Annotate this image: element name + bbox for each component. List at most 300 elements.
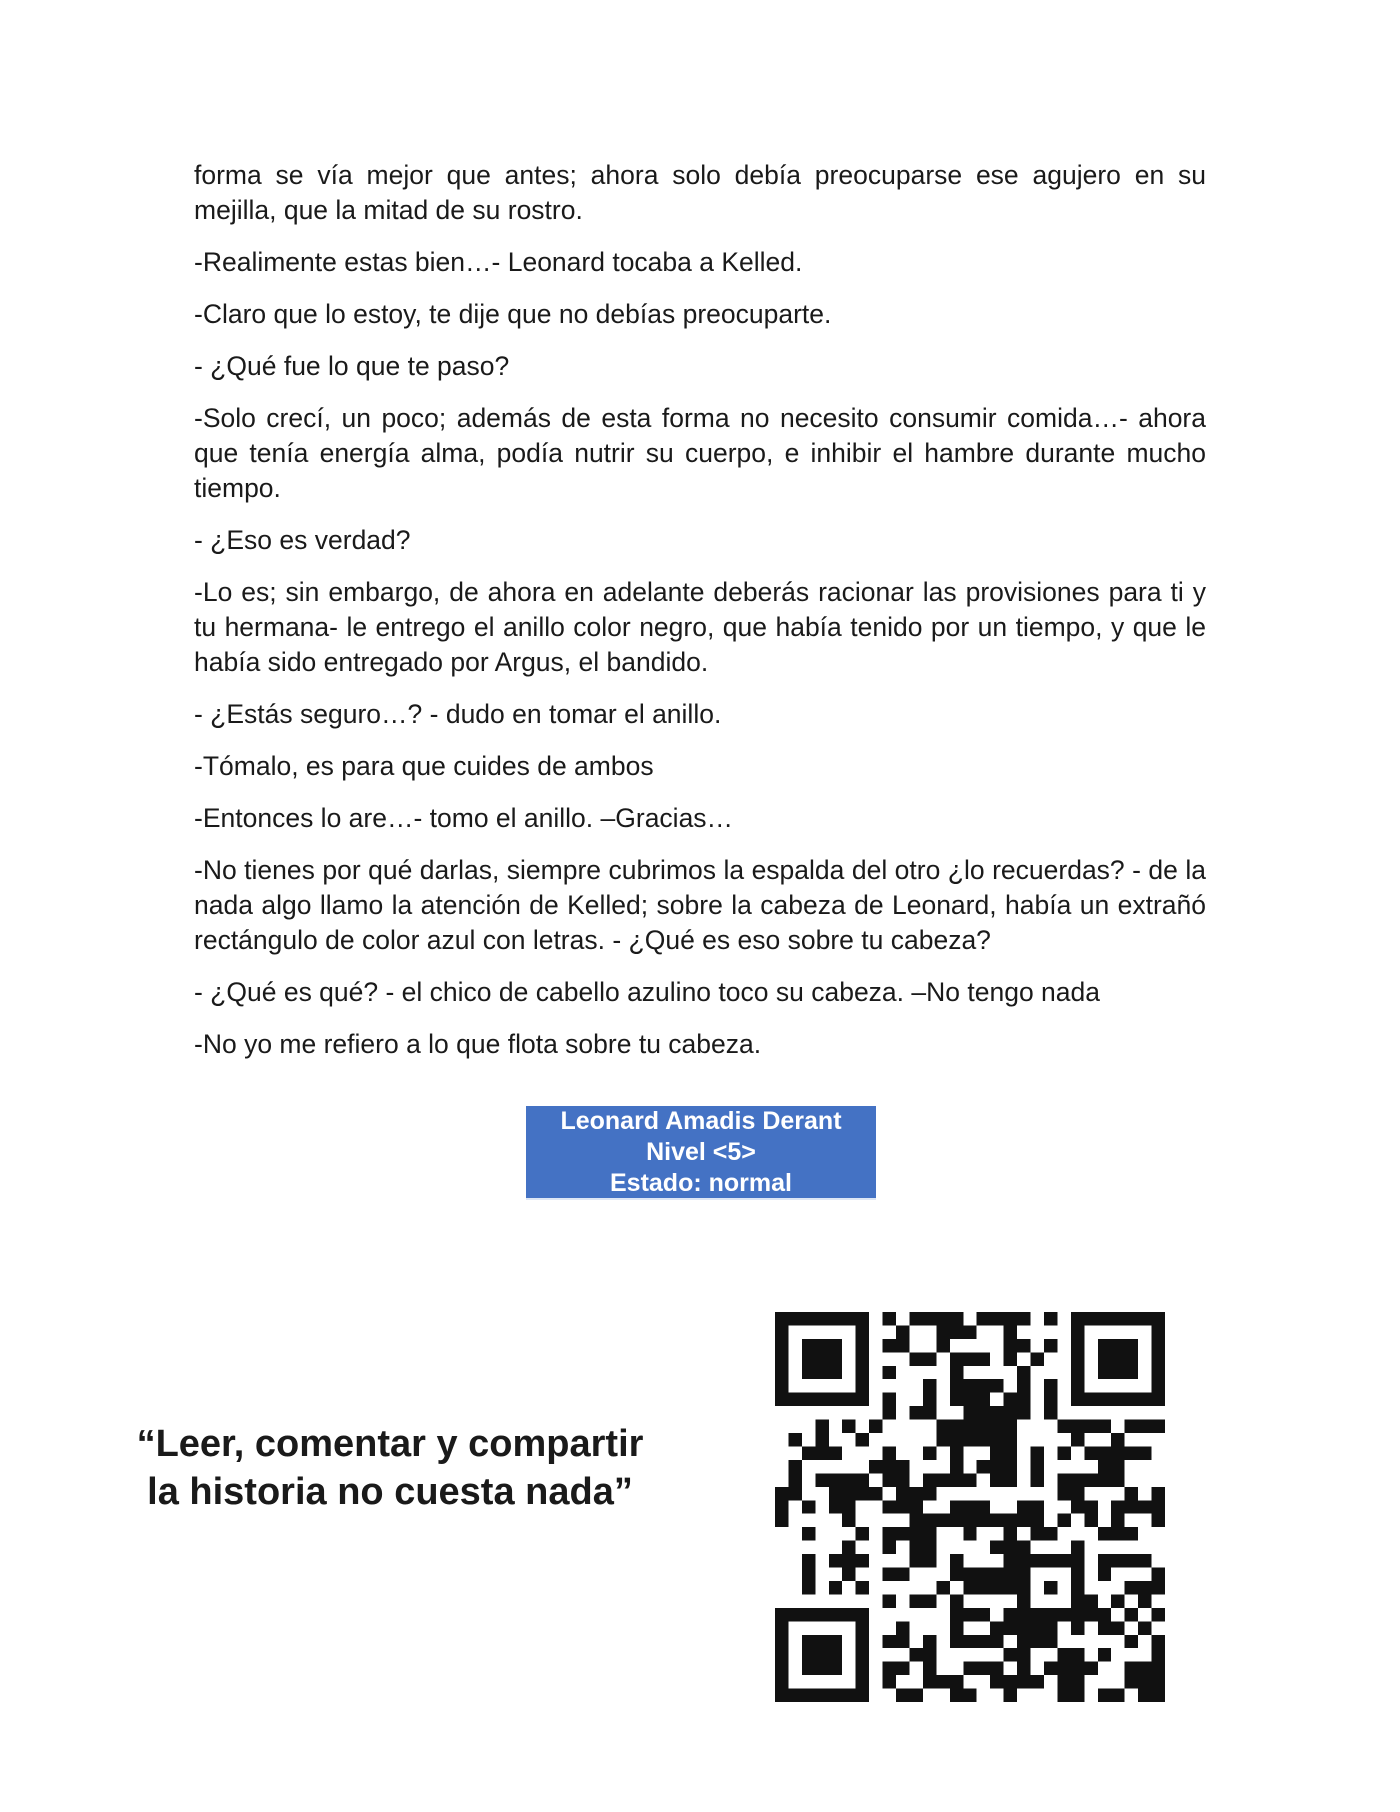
status-level: Nivel <5> xyxy=(646,1138,756,1166)
qr-module xyxy=(883,1675,896,1688)
qr-module xyxy=(1057,1514,1070,1527)
qr-module xyxy=(977,1379,990,1392)
qr-module xyxy=(950,1568,963,1581)
qr-module xyxy=(883,1500,896,1513)
qr-module xyxy=(1152,1366,1165,1379)
qr-module xyxy=(950,1514,963,1527)
paragraph: -Tómalo, es para que cuides de ambos xyxy=(194,751,654,781)
qr-module xyxy=(1152,1339,1165,1352)
qr-module xyxy=(1071,1500,1084,1513)
qr-module xyxy=(1098,1608,1111,1621)
qr-module xyxy=(856,1433,869,1446)
qr-module xyxy=(1004,1581,1017,1594)
qr-module xyxy=(950,1446,963,1459)
qr-module xyxy=(1138,1446,1151,1459)
qr-module xyxy=(1111,1527,1124,1540)
qr-module xyxy=(775,1648,788,1661)
story-text xyxy=(194,158,1206,1079)
qr-module xyxy=(1084,1500,1097,1513)
qr-module xyxy=(909,1541,922,1554)
qr-module xyxy=(990,1312,1003,1325)
qr-module xyxy=(977,1635,990,1648)
paragraph: -Solo crecí, un poco; además de esta forma no necesito consumir comida…- ahora que tenía energía alma, podía nutrir su cuerpo, e inhibir el hambre durante mucho tiempo. xyxy=(194,403,1206,503)
qr-module xyxy=(950,1420,963,1433)
qr-module xyxy=(1152,1648,1165,1661)
qr-module xyxy=(1111,1621,1124,1634)
qr-module xyxy=(963,1635,976,1648)
qr-module xyxy=(1017,1648,1030,1661)
qr-module xyxy=(923,1406,936,1419)
qr-module xyxy=(1071,1325,1084,1338)
qr-code-icon[interactable] xyxy=(775,1312,1165,1702)
qr-module xyxy=(1057,1473,1070,1486)
qr-module xyxy=(883,1541,896,1554)
qr-module xyxy=(883,1568,896,1581)
qr-module xyxy=(990,1473,1003,1486)
qr-module xyxy=(856,1635,869,1648)
qr-module xyxy=(842,1608,855,1621)
paragraph: -Claro que lo estoy, te dije que no debías preocuparte. xyxy=(194,299,832,329)
qr-module xyxy=(829,1648,842,1661)
qr-module xyxy=(883,1446,896,1459)
qr-module xyxy=(802,1312,815,1325)
qr-module xyxy=(775,1689,788,1702)
qr-module xyxy=(1004,1312,1017,1325)
qr-module xyxy=(775,1366,788,1379)
qr-module xyxy=(936,1339,949,1352)
qr-module xyxy=(909,1514,922,1527)
qr-module xyxy=(788,1487,801,1500)
paragraph: forma se vía mejor que antes; ahora solo debía preocuparse ese agujero en su mejilla, que la mitad de su rostro. xyxy=(194,160,1206,225)
qr-module xyxy=(1044,1339,1057,1352)
qr-module xyxy=(977,1393,990,1406)
qr-module xyxy=(1044,1608,1057,1621)
qr-module xyxy=(856,1527,869,1540)
qr-module xyxy=(829,1689,842,1702)
qr-module xyxy=(775,1379,788,1392)
qr-module xyxy=(990,1420,1003,1433)
qr-module xyxy=(1044,1312,1057,1325)
qr-module xyxy=(802,1352,815,1365)
qr-module xyxy=(963,1581,976,1594)
qr-module xyxy=(1017,1635,1030,1648)
qr-module xyxy=(1138,1689,1151,1702)
qr-module xyxy=(815,1648,828,1661)
qr-module xyxy=(1031,1635,1044,1648)
qr-module xyxy=(990,1446,1003,1459)
slogan-line-1: “Leer, comentar y compartir xyxy=(136,1423,644,1465)
qr-module xyxy=(936,1312,949,1325)
qr-module xyxy=(856,1473,869,1486)
qr-module xyxy=(896,1325,909,1338)
qr-module xyxy=(775,1675,788,1688)
qr-module xyxy=(815,1446,828,1459)
qr-module xyxy=(1031,1608,1044,1621)
qr-module xyxy=(936,1433,949,1446)
qr-module xyxy=(1152,1514,1165,1527)
qr-module xyxy=(1017,1581,1030,1594)
qr-module xyxy=(775,1325,788,1338)
qr-module xyxy=(1152,1500,1165,1513)
qr-module xyxy=(1031,1621,1044,1634)
qr-module xyxy=(1004,1527,1017,1540)
qr-module xyxy=(1004,1568,1017,1581)
qr-module xyxy=(1057,1662,1070,1675)
qr-module xyxy=(1098,1621,1111,1634)
qr-module xyxy=(869,1460,882,1473)
qr-module xyxy=(950,1473,963,1486)
qr-module xyxy=(923,1312,936,1325)
qr-module xyxy=(950,1594,963,1607)
qr-module xyxy=(923,1514,936,1527)
qr-module xyxy=(802,1393,815,1406)
qr-module xyxy=(1125,1581,1138,1594)
qr-module xyxy=(963,1473,976,1486)
qr-module xyxy=(1111,1473,1124,1486)
qr-module xyxy=(856,1487,869,1500)
qr-module xyxy=(1152,1689,1165,1702)
qr-module xyxy=(829,1339,842,1352)
qr-module xyxy=(1125,1352,1138,1365)
qr-module xyxy=(1057,1487,1070,1500)
qr-module xyxy=(815,1689,828,1702)
qr-module xyxy=(923,1541,936,1554)
qr-module xyxy=(775,1393,788,1406)
qr-module xyxy=(842,1393,855,1406)
qr-module xyxy=(1017,1608,1030,1621)
qr-module xyxy=(1044,1662,1057,1675)
qr-module xyxy=(815,1662,828,1675)
paragraph: -Realimente estas bien…- Leonard tocaba a Kelled. xyxy=(194,247,803,277)
qr-module xyxy=(909,1406,922,1419)
qr-module xyxy=(1084,1312,1097,1325)
qr-module xyxy=(1017,1675,1030,1688)
qr-module xyxy=(856,1648,869,1661)
qr-module xyxy=(829,1500,842,1513)
qr-module xyxy=(977,1420,990,1433)
qr-module xyxy=(1111,1554,1124,1567)
qr-module xyxy=(1098,1473,1111,1486)
qr-module xyxy=(936,1473,949,1486)
qr-module xyxy=(909,1689,922,1702)
qr-module xyxy=(990,1460,1003,1473)
qr-module xyxy=(1044,1527,1057,1540)
qr-module xyxy=(1125,1339,1138,1352)
qr-module xyxy=(1152,1312,1165,1325)
qr-module xyxy=(856,1581,869,1594)
qr-module xyxy=(963,1379,976,1392)
qr-module xyxy=(1125,1527,1138,1540)
qr-module xyxy=(1152,1581,1165,1594)
qr-module xyxy=(856,1675,869,1688)
qr-module xyxy=(775,1621,788,1634)
qr-module xyxy=(1057,1554,1070,1567)
qr-module xyxy=(1004,1541,1017,1554)
qr-module xyxy=(950,1460,963,1473)
qr-module xyxy=(1152,1352,1165,1365)
qr-module xyxy=(856,1662,869,1675)
qr-module xyxy=(815,1312,828,1325)
qr-module xyxy=(950,1393,963,1406)
qr-module xyxy=(1125,1366,1138,1379)
qr-module xyxy=(829,1446,842,1459)
qr-module xyxy=(1057,1689,1070,1702)
qr-module xyxy=(1111,1594,1124,1607)
qr-module xyxy=(1017,1621,1030,1634)
paragraph: -Lo es; sin embargo, de ahora en adelante deberás racionar las provisiones para ti y tu hermana- le entrego el anillo color negro, que había tenido por un tiempo, y que le había sido entregado por Argus, el bandido. xyxy=(194,577,1206,677)
qr-module xyxy=(1044,1379,1057,1392)
qr-module xyxy=(788,1460,801,1473)
qr-module xyxy=(815,1339,828,1352)
qr-module xyxy=(1004,1554,1017,1567)
qr-module xyxy=(1098,1554,1111,1567)
qr-module xyxy=(1098,1352,1111,1365)
qr-module xyxy=(842,1514,855,1527)
qr-module xyxy=(1071,1689,1084,1702)
qr-module xyxy=(1152,1420,1165,1433)
qr-module xyxy=(842,1500,855,1513)
qr-module xyxy=(1111,1339,1124,1352)
qr-module xyxy=(977,1500,990,1513)
qr-module xyxy=(775,1352,788,1365)
qr-module xyxy=(909,1312,922,1325)
qr-module xyxy=(963,1527,976,1540)
qr-module xyxy=(1071,1393,1084,1406)
qr-module xyxy=(977,1460,990,1473)
qr-module xyxy=(1138,1621,1151,1634)
qr-module xyxy=(950,1500,963,1513)
qr-module xyxy=(923,1473,936,1486)
qr-module xyxy=(802,1527,815,1540)
qr-module xyxy=(909,1554,922,1567)
slogan xyxy=(80,1420,700,1516)
qr-module xyxy=(802,1635,815,1648)
qr-module xyxy=(1138,1312,1151,1325)
qr-module xyxy=(856,1608,869,1621)
qr-module xyxy=(775,1608,788,1621)
qr-module xyxy=(883,1406,896,1419)
qr-module xyxy=(1017,1500,1030,1513)
qr-module xyxy=(963,1393,976,1406)
qr-module xyxy=(829,1635,842,1648)
qr-module xyxy=(1111,1433,1124,1446)
qr-module xyxy=(802,1648,815,1661)
qr-module xyxy=(1152,1393,1165,1406)
qr-module xyxy=(1152,1487,1165,1500)
qr-module xyxy=(788,1312,801,1325)
qr-module xyxy=(1004,1406,1017,1419)
qr-module xyxy=(923,1648,936,1661)
qr-module xyxy=(829,1312,842,1325)
qr-module xyxy=(788,1689,801,1702)
qr-module xyxy=(1111,1366,1124,1379)
qr-module xyxy=(1031,1675,1044,1688)
qr-module xyxy=(990,1581,1003,1594)
qr-module xyxy=(1125,1420,1138,1433)
qr-module xyxy=(1004,1339,1017,1352)
qr-module xyxy=(1017,1339,1030,1352)
qr-module xyxy=(1071,1420,1084,1433)
paragraph: - ¿Qué es qué? - el chico de cabello azulino toco su cabeza. –No tengo nada xyxy=(194,977,1100,1007)
paragraph: - ¿Qué fue lo que te paso? xyxy=(194,351,510,381)
qr-module xyxy=(896,1621,909,1634)
qr-module xyxy=(775,1339,788,1352)
qr-module xyxy=(1004,1648,1017,1661)
qr-module xyxy=(1071,1675,1084,1688)
qr-module xyxy=(1004,1689,1017,1702)
qr-module xyxy=(936,1581,949,1594)
qr-module xyxy=(1071,1339,1084,1352)
qr-module xyxy=(1098,1648,1111,1661)
qr-module xyxy=(896,1473,909,1486)
qr-module xyxy=(990,1568,1003,1581)
qr-module xyxy=(883,1473,896,1486)
qr-module xyxy=(883,1366,896,1379)
qr-module xyxy=(1004,1352,1017,1365)
qr-module xyxy=(829,1473,842,1486)
qr-module xyxy=(1152,1675,1165,1688)
qr-module xyxy=(1031,1460,1044,1473)
qr-module xyxy=(1017,1541,1030,1554)
qr-module xyxy=(802,1339,815,1352)
qr-module xyxy=(1071,1433,1084,1446)
qr-module xyxy=(802,1568,815,1581)
qr-module xyxy=(1004,1621,1017,1634)
qr-module xyxy=(1004,1420,1017,1433)
qr-module xyxy=(990,1621,1003,1634)
qr-module xyxy=(883,1594,896,1607)
qr-module xyxy=(1071,1581,1084,1594)
qr-module xyxy=(990,1675,1003,1688)
qr-module xyxy=(856,1339,869,1352)
qr-module xyxy=(842,1312,855,1325)
qr-module xyxy=(963,1500,976,1513)
qr-module xyxy=(923,1594,936,1607)
qr-module xyxy=(1111,1393,1124,1406)
qr-module xyxy=(990,1541,1003,1554)
qr-module xyxy=(1071,1568,1084,1581)
qr-module xyxy=(1044,1393,1057,1406)
qr-module xyxy=(977,1662,990,1675)
qr-module xyxy=(1017,1568,1030,1581)
qr-module xyxy=(1044,1581,1057,1594)
qr-module xyxy=(883,1662,896,1675)
qr-module xyxy=(883,1393,896,1406)
qr-module xyxy=(1004,1514,1017,1527)
qr-module xyxy=(923,1352,936,1365)
qr-module xyxy=(1098,1527,1111,1540)
qr-module xyxy=(1111,1500,1124,1513)
qr-module xyxy=(856,1621,869,1634)
qr-module xyxy=(1071,1366,1084,1379)
paragraph: -Entonces lo are…- tomo el anillo. –Gracias… xyxy=(194,803,734,833)
qr-module xyxy=(990,1433,1003,1446)
qr-module xyxy=(1017,1393,1030,1406)
qr-module xyxy=(909,1648,922,1661)
qr-module xyxy=(842,1554,855,1567)
qr-module xyxy=(1057,1420,1070,1433)
qr-module xyxy=(1111,1689,1124,1702)
qr-module xyxy=(1004,1608,1017,1621)
qr-module xyxy=(775,1662,788,1675)
qr-module xyxy=(923,1662,936,1675)
qr-module xyxy=(842,1420,855,1433)
qr-module xyxy=(1098,1339,1111,1352)
qr-module xyxy=(802,1689,815,1702)
qr-module xyxy=(775,1500,788,1513)
qr-module xyxy=(775,1312,788,1325)
qr-module xyxy=(1004,1446,1017,1459)
qr-module xyxy=(1098,1420,1111,1433)
paragraph: - ¿Eso es verdad? xyxy=(194,525,411,555)
qr-module xyxy=(883,1460,896,1473)
qr-module xyxy=(1111,1446,1124,1459)
qr-module xyxy=(1017,1554,1030,1567)
qr-module xyxy=(1111,1460,1124,1473)
qr-module xyxy=(1071,1541,1084,1554)
qr-module xyxy=(775,1635,788,1648)
slogan-line-2: la historia no cuesta nada” xyxy=(147,1471,633,1513)
qr-module xyxy=(896,1527,909,1540)
qr-module xyxy=(1084,1514,1097,1527)
qr-module xyxy=(950,1325,963,1338)
qr-module xyxy=(1017,1366,1030,1379)
qr-module xyxy=(923,1393,936,1406)
qr-module xyxy=(896,1339,909,1352)
qr-module xyxy=(990,1514,1003,1527)
qr-module xyxy=(990,1662,1003,1675)
qr-module xyxy=(1138,1420,1151,1433)
qr-module xyxy=(1125,1312,1138,1325)
qr-module xyxy=(1084,1594,1097,1607)
qr-module xyxy=(923,1675,936,1688)
qr-module xyxy=(1138,1393,1151,1406)
qr-module xyxy=(802,1500,815,1513)
qr-module xyxy=(923,1446,936,1459)
qr-module xyxy=(1152,1662,1165,1675)
qr-module xyxy=(829,1352,842,1365)
qr-module xyxy=(856,1379,869,1392)
qr-module xyxy=(1071,1621,1084,1634)
qr-module xyxy=(1138,1581,1151,1594)
qr-module xyxy=(842,1689,855,1702)
qr-module xyxy=(1138,1500,1151,1513)
qr-module xyxy=(1004,1675,1017,1688)
qr-module xyxy=(896,1662,909,1675)
status-state: Estado: normal xyxy=(610,1169,792,1197)
qr-module xyxy=(1084,1420,1097,1433)
qr-module xyxy=(802,1366,815,1379)
qr-module xyxy=(1098,1460,1111,1473)
qr-module xyxy=(936,1675,949,1688)
qr-module xyxy=(829,1554,842,1567)
qr-module xyxy=(1017,1514,1030,1527)
qr-module xyxy=(815,1393,828,1406)
qr-module xyxy=(923,1527,936,1540)
qr-module xyxy=(788,1433,801,1446)
qr-module xyxy=(1125,1554,1138,1567)
qr-module xyxy=(883,1635,896,1648)
qr-module xyxy=(896,1487,909,1500)
qr-module xyxy=(1098,1689,1111,1702)
qr-module xyxy=(1071,1487,1084,1500)
qr-module xyxy=(1071,1312,1084,1325)
qr-module xyxy=(1152,1568,1165,1581)
qr-module xyxy=(950,1433,963,1446)
qr-module xyxy=(923,1379,936,1392)
qr-module xyxy=(802,1581,815,1594)
qr-module xyxy=(977,1568,990,1581)
